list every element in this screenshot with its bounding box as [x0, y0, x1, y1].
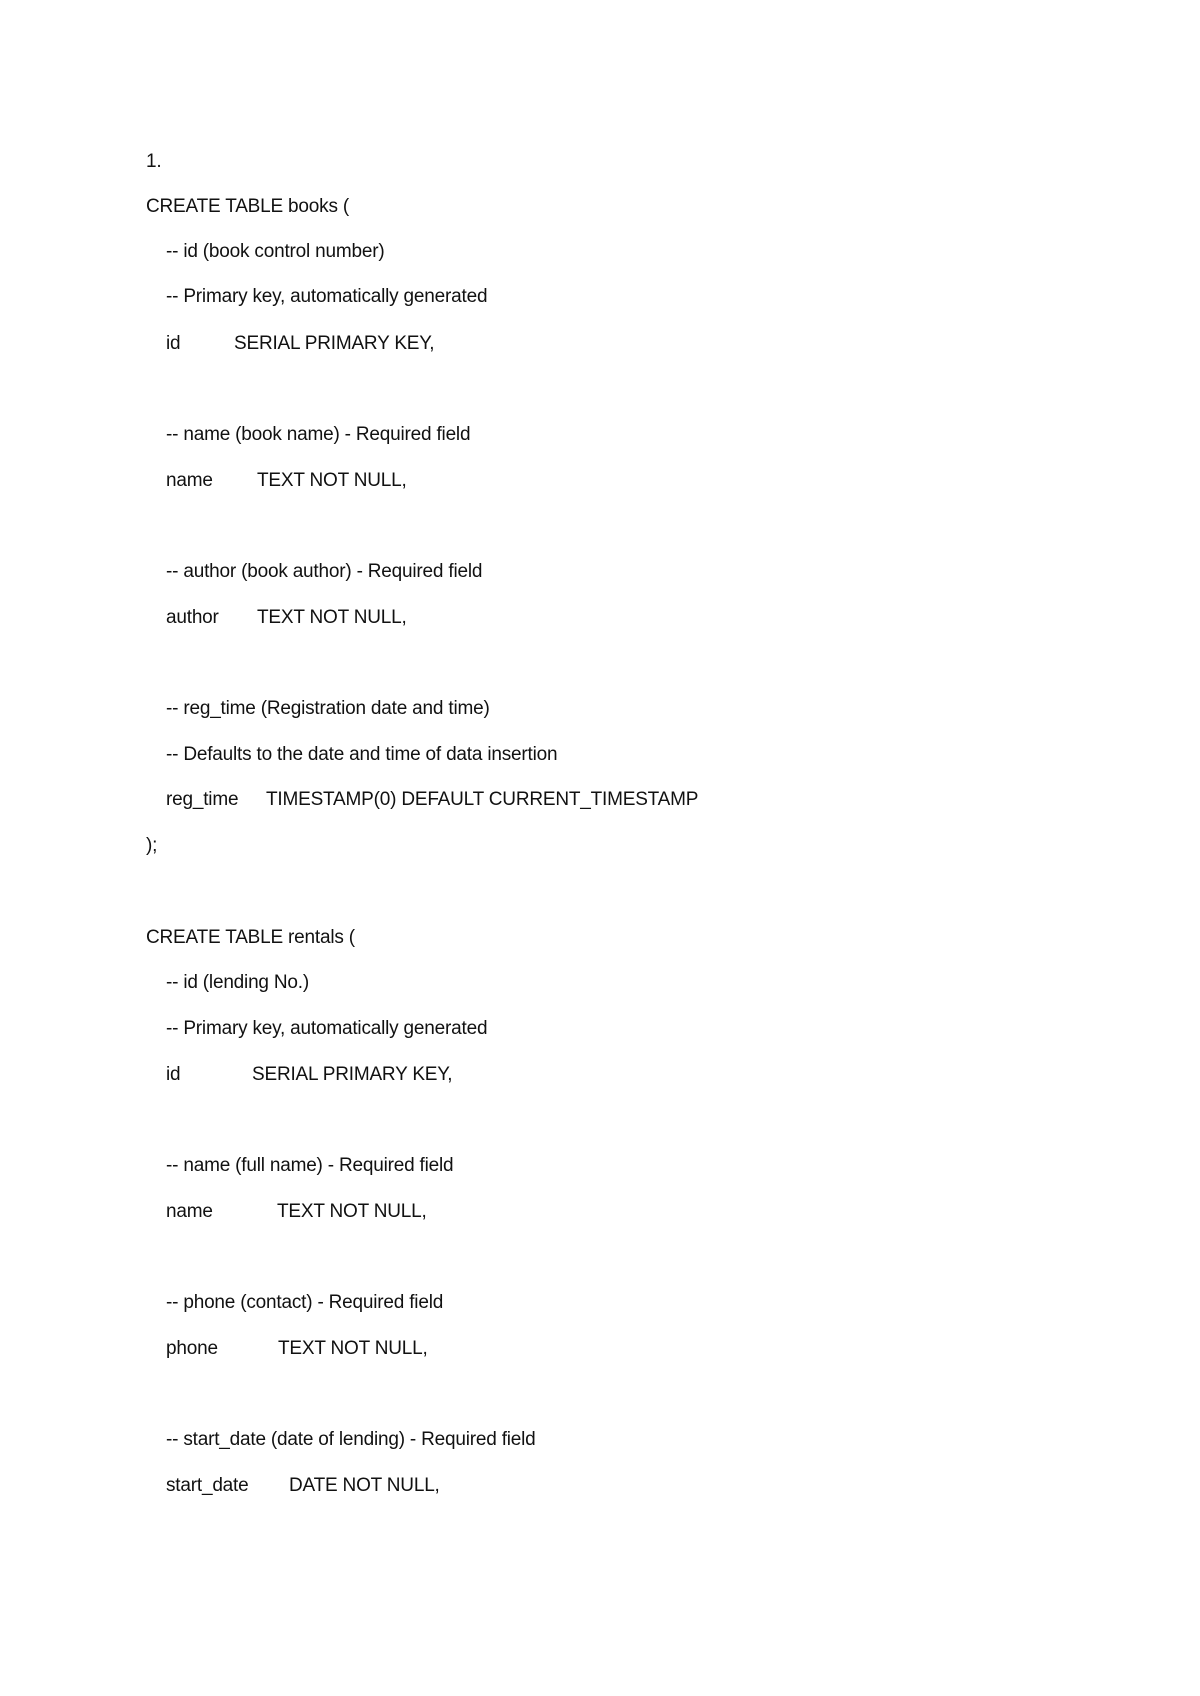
rentals-start-date-comment: -- start_date (date of lending) - Required field — [166, 1429, 536, 1450]
books-reg-time-comment-1: -- reg_time (Registration date and time) — [166, 698, 490, 719]
books-create-statement: CREATE TABLE books ( — [146, 196, 349, 217]
rentals-phone-column: phone — [166, 1338, 218, 1359]
books-name-column: name — [166, 470, 213, 491]
books-id-column: id — [166, 333, 181, 354]
rentals-start-date-column: start_date — [166, 1475, 249, 1496]
rentals-create-statement: CREATE TABLE rentals ( — [146, 927, 355, 948]
rentals-id-comment-1: -- id (lending No.) — [166, 972, 309, 993]
rentals-start-date-type: DATE NOT NULL, — [289, 1475, 440, 1496]
books-author-comment: -- author (book author) - Required field — [166, 561, 483, 582]
books-id-comment-1: -- id (book control number) — [166, 241, 385, 262]
books-close-statement: ); — [146, 835, 158, 856]
rentals-phone-type: TEXT NOT NULL, — [278, 1338, 428, 1359]
books-reg-time-comment-2: -- Defaults to the date and time of data insertion — [166, 744, 558, 765]
rentals-id-column: id — [166, 1064, 181, 1085]
books-name-type: TEXT NOT NULL, — [257, 470, 407, 491]
rentals-id-comment-2: -- Primary key, automatically generated — [166, 1018, 488, 1039]
rentals-name-comment: -- name (full name) - Required field — [166, 1155, 454, 1176]
item-number: 1. — [146, 151, 162, 172]
books-id-type: SERIAL PRIMARY KEY, — [234, 333, 435, 354]
books-author-column: author — [166, 607, 219, 628]
rentals-name-type: TEXT NOT NULL, — [277, 1201, 427, 1222]
books-id-comment-2: -- Primary key, automatically generated — [166, 286, 488, 307]
books-reg-time-type: TIMESTAMP(0) DEFAULT CURRENT_TIMESTAMP — [266, 789, 699, 810]
rentals-id-type: SERIAL PRIMARY KEY, — [252, 1064, 453, 1085]
rentals-phone-comment: -- phone (contact) - Required field — [166, 1292, 444, 1313]
books-author-type: TEXT NOT NULL, — [257, 607, 407, 628]
books-name-comment: -- name (book name) - Required field — [166, 424, 471, 445]
rentals-name-column: name — [166, 1201, 213, 1222]
books-reg-time-column: reg_time — [166, 789, 239, 810]
